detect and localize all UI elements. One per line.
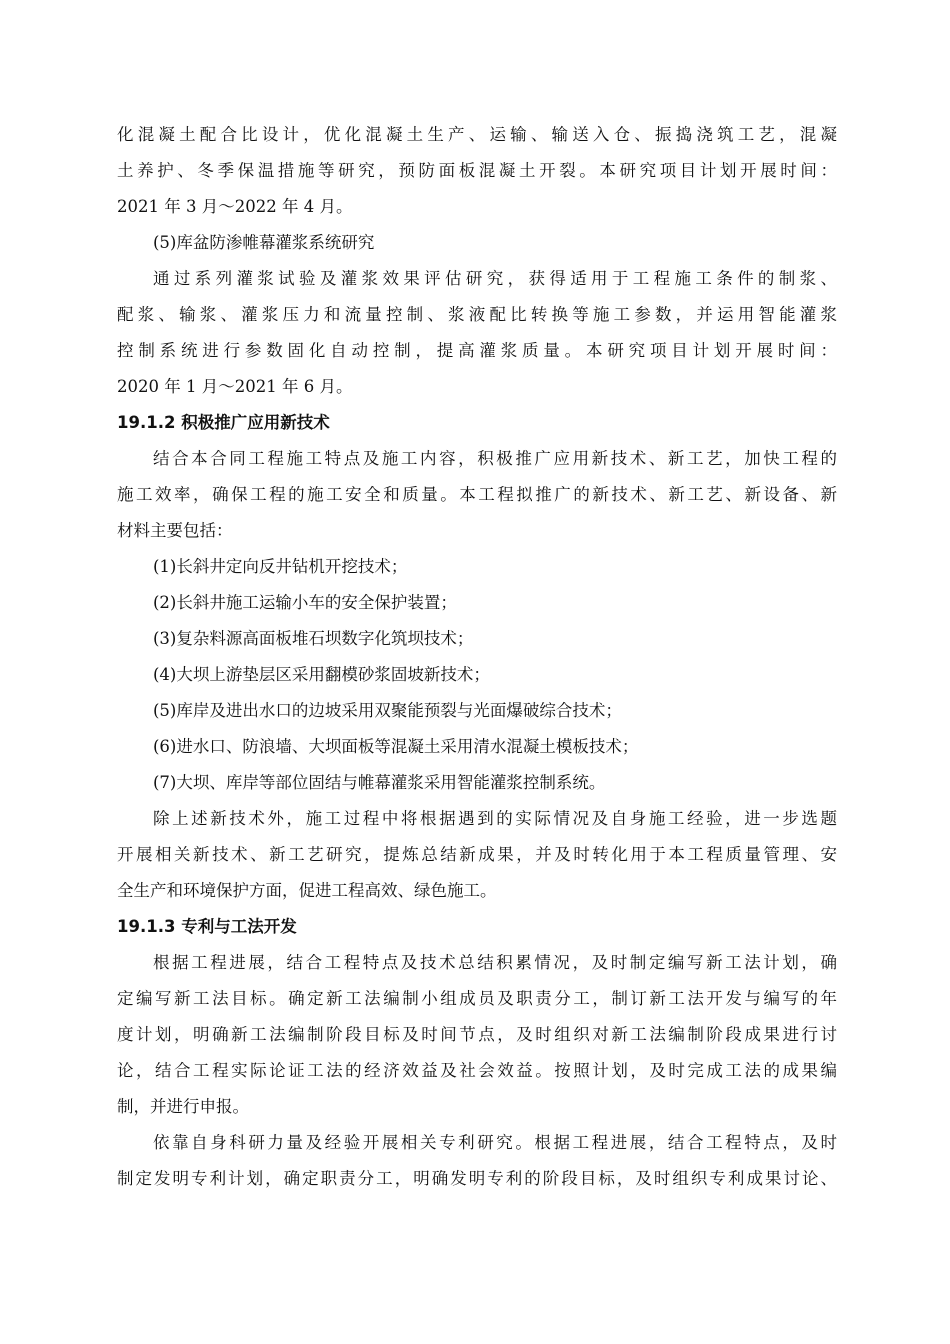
list-item: (5)库岸及进出水口的边坡采用双聚能预裂与光面爆破综合技术； [153,701,622,720]
paragraph-line: 土养护、冬季保温措施等研究，预防面板混凝土开裂。本研究项目计划开展时间： [117,161,837,180]
list-item: (6)进水口、防浪墙、大坝面板等混凝土采用清水混凝土模板技术； [153,737,639,756]
paragraph-line: 全生产和环境保护方面，促进工程高效、绿色施工。 [117,881,497,900]
paragraph-line: 通过系列灌浆试验及灌浆效果评估研究，获得适用于工程施工条件的制浆、 [153,269,837,288]
paragraph-line: 根据工程进展，结合工程特点及技术总结积累情况，及时制定编写新工法计划，确 [153,953,837,972]
section-heading: 19.1.2 积极推广应用新技术 [117,413,330,432]
list-item: (2)长斜井施工运输小车的安全保护装置； [153,593,457,612]
list-item: (3)复杂料源高面板堆石坝数字化筑坝技术； [153,629,474,648]
paragraph-line: 化混凝土配合比设计，优化混凝土生产、运输、输送入仓、振捣浇筑工艺，混凝 [117,125,837,144]
paragraph-line: 控制系统进行参数固化自动控制，提高灌浆质量。本研究项目计划开展时间： [117,341,837,360]
section-heading: 19.1.3 专利与工法开发 [117,917,297,936]
paragraph-line: 除上述新技术外，施工过程中将根据遇到的实际情况及自身施工经验，进一步选题 [153,809,837,828]
paragraph-line: 论，结合工程实际论证工法的经济效益及社会效益。按照计划，及时完成工法的成果编 [117,1061,837,1080]
subsection-title: (5)库盆防渗帷幕灌浆系统研究 [153,233,375,252]
paragraph-line: 开展相关新技术、新工艺研究，提炼总结新成果，并及时转化用于本工程质量管理、安 [117,845,837,864]
paragraph-line: 制定发明专利计划，确定职责分工，明确发明专利的阶段目标，及时组织专利成果讨论、 [117,1169,837,1188]
page-body [117,117,837,1197]
paragraph-line: 2021 年 3 月～2022 年 4 月。 [117,197,353,216]
paragraph-line: 材料主要包括： [117,521,233,540]
paragraph-line: 结合本合同工程施工特点及施工内容，积极推广应用新技术、新工艺，加快工程的 [153,449,837,468]
list-item: (4)大坝上游垫层区采用翻模砂浆固坡新技术； [153,665,490,684]
paragraph-line: 配浆、输浆、灌浆压力和流量控制、浆液配比转换等施工参数，并运用智能灌浆 [117,305,837,324]
paragraph-line: 度计划，明确新工法编制阶段目标及时间节点，及时组织对新工法编制阶段成果进行讨 [117,1025,837,1044]
paragraph-line: 制，并进行申报。 [117,1097,249,1116]
paragraph-line: 2020 年 1 月～2021 年 6 月。 [117,377,353,396]
paragraph-line: 依靠自身科研力量及经验开展相关专利研究。根据工程进展，结合工程特点，及时 [153,1133,837,1152]
paragraph-line: 定编写新工法目标。确定新工法编制小组成员及职责分工，制订新工法开发与编写的年 [117,989,837,1008]
list-item: (7)大坝、库岸等部位固结与帷幕灌浆采用智能灌浆控制系统。 [153,773,606,792]
list-item: (1)长斜井定向反井钻机开挖技术； [153,557,408,576]
paragraph-line: 施工效率，确保工程的施工安全和质量。本工程拟推广的新技术、新工艺、新设备、新 [117,485,837,504]
